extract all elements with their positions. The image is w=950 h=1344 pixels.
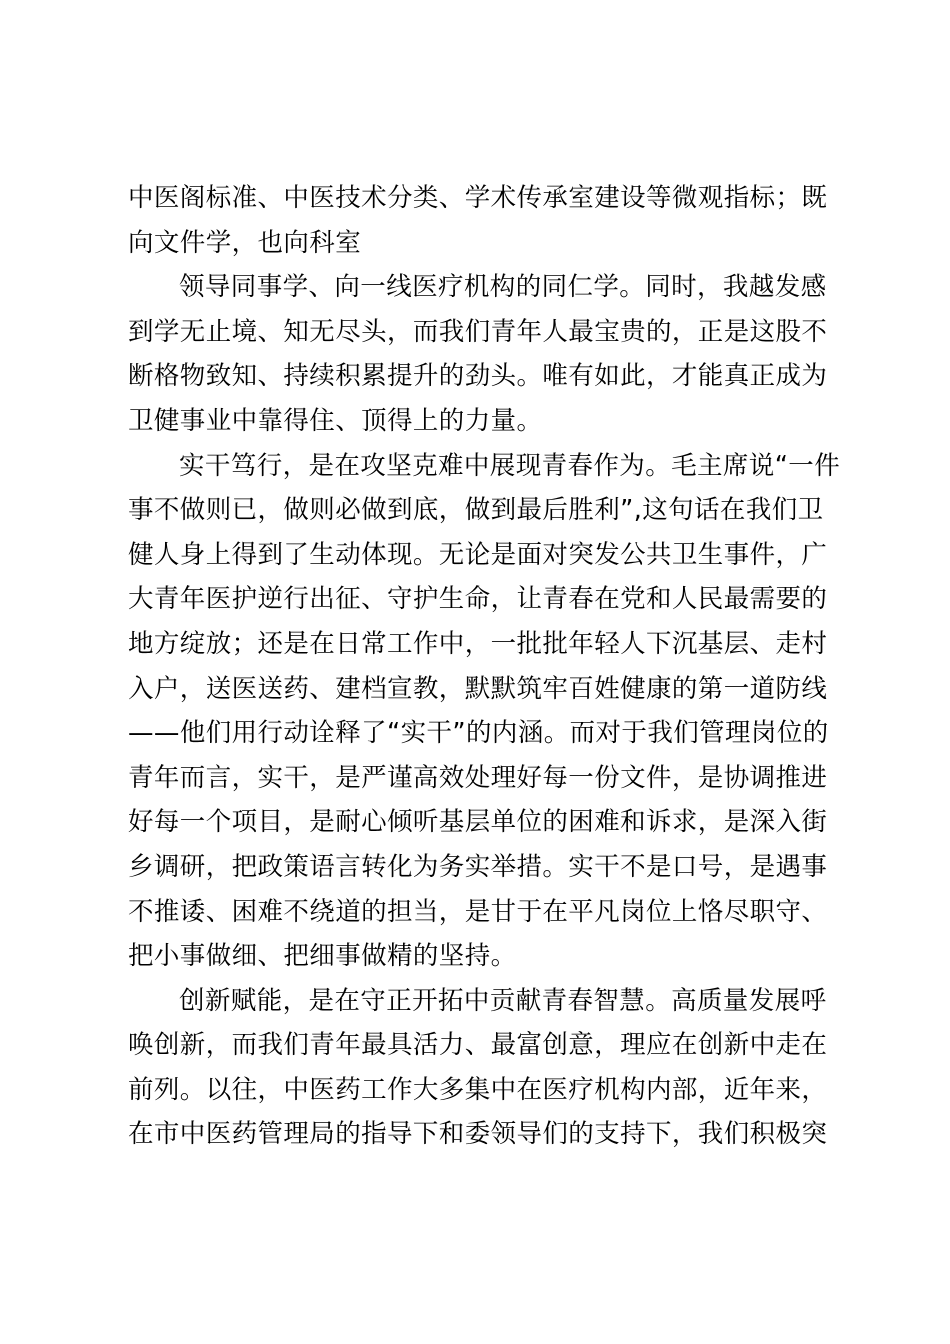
text-line: 乡调研，把政策语言转化为务实举措。实干不是口号，是遇事 [128, 851, 828, 882]
text-line: 健人身上得到了生动体现。无论是面对突发公共卫生事件，广 [128, 539, 828, 570]
body-text [128, 176, 841, 1157]
paragraph-3 [128, 444, 841, 979]
text-line: 前列。以往，中医药工作大多集中在医疗机构内部，近年来， [128, 1074, 828, 1105]
paragraph-2 [128, 265, 830, 443]
paragraph-4 [128, 979, 830, 1157]
text-line: 事不做则已，做则必做到底，做到最后胜利”,这句话在我们卫 [128, 495, 824, 526]
text-line-first: 领导同事学、向一线医疗机构的同仁学。同时，我越发感 [179, 272, 827, 303]
text-line: 好每一个项目，是耐心倾听基层单位的困难和诉求，是深入街 [128, 807, 828, 838]
text-line: 中医阁标准、中医技术分类、学术传承室建设等微观指标；既 [128, 183, 828, 213]
text-line: 把小事做细、把细事做精的坚持。 [128, 941, 517, 972]
text-line: 入户，送医送药、建档宣教，默默筑牢百姓健康的第一道防线 [128, 673, 828, 704]
text-line: 地方绽放；还是在日常工作中，一批批年轻人下沉基层、走村 [128, 628, 828, 659]
text-line: ——他们用行动诠释了“实干”的内涵。而对于我们管理岗位的 [128, 718, 829, 749]
text-line: 不推诿、困难不绕道的担当，是甘于在平凡岗位上恪尽职守、 [128, 896, 828, 927]
text-line-first: 实干笃行，是在攻坚克难中展现青春作为。毛主席说“一件 [179, 450, 841, 481]
text-line: 青年而言，实干，是严谨高效处理好每一份文件，是协调推进 [128, 762, 828, 793]
text-line: 断格物致知、持续积累提升的劲头。唯有如此，才能真正成为 [128, 361, 828, 392]
text-line: 唤创新，而我们青年最具活力、最富创意，理应在创新中走在 [128, 1030, 828, 1061]
paragraph-1 [128, 176, 830, 265]
text-line: 到学无止境、知无尽头，而我们青年人最宝贵的，正是这股不 [128, 316, 828, 347]
text-line-first: 创新赋能，是在守正开拓中贡献青春智慧。高质量发展呼 [179, 985, 827, 1016]
text-line: 卫健事业中靠得住、顶得上的力量。 [128, 405, 543, 436]
text-line: 向文件学，也向科室 [128, 227, 362, 258]
text-line: 在市中医药管理局的指导下和委领导们的支持下，我们积极突 [128, 1119, 828, 1150]
text-line: 大青年医护逆行出征、守护生命，让青春在党和人民最需要的 [128, 584, 828, 615]
